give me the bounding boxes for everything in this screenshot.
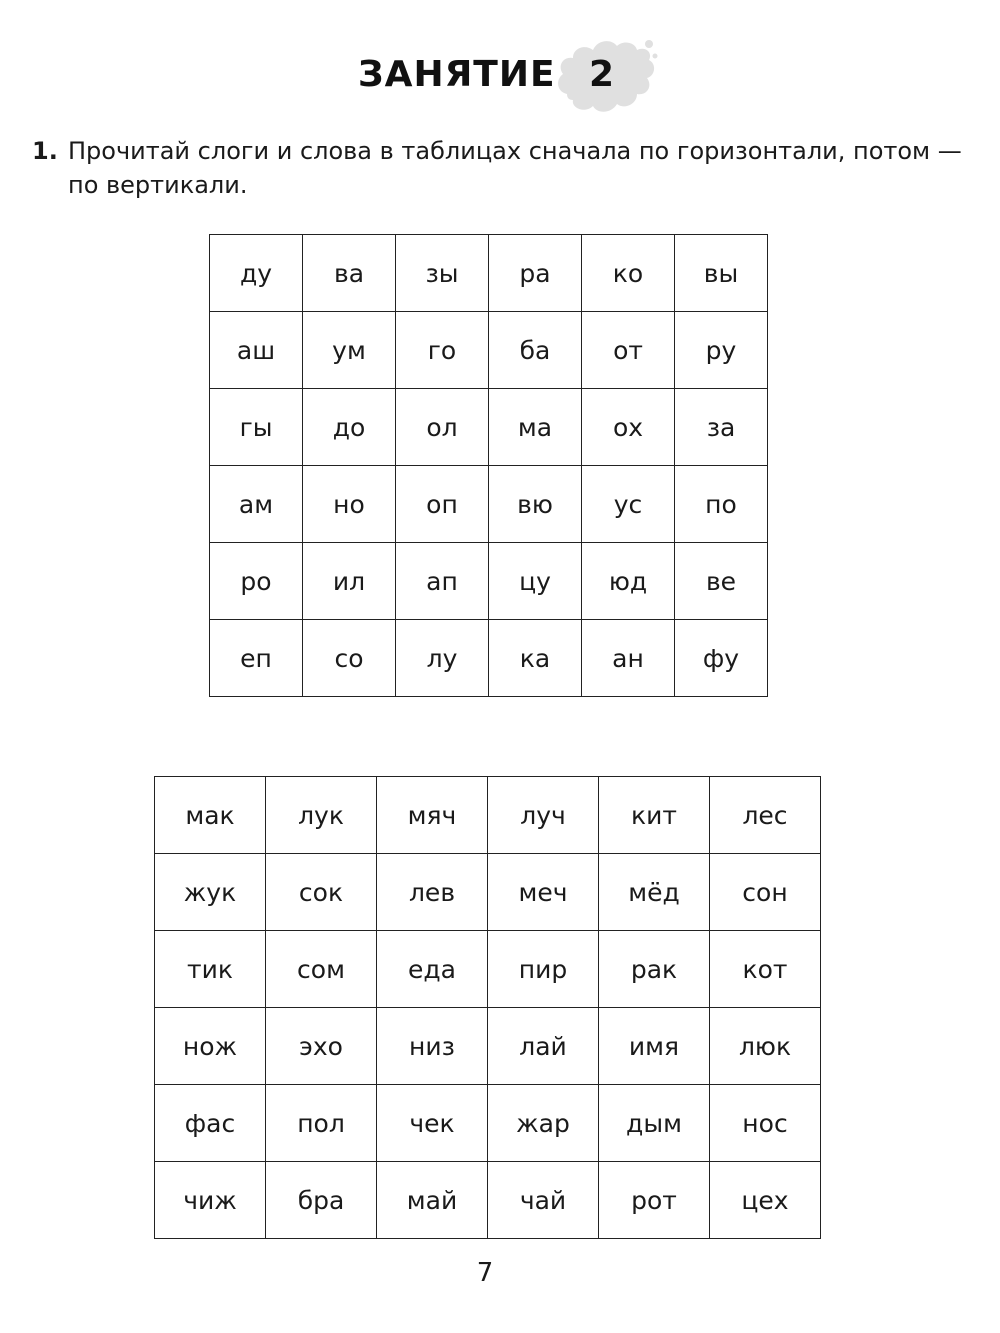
word-cell: мёд (599, 854, 710, 931)
word-row (155, 1162, 821, 1239)
syllable-cell: зы (396, 235, 489, 312)
word-row (155, 931, 821, 1008)
syllable-cell: со (303, 620, 396, 697)
syllable-cell: до (303, 389, 396, 466)
word-row (155, 854, 821, 931)
word-cell: кит (599, 777, 710, 854)
syllable-row (210, 466, 768, 543)
page-number: 7 (476, 1258, 494, 1288)
syllable-cell: ма (489, 389, 582, 466)
word-cell: сон (710, 854, 821, 931)
word-cell: сок (266, 854, 377, 931)
word-cell: лес (710, 777, 821, 854)
word-cell: чек (377, 1085, 488, 1162)
word-cell: низ (377, 1008, 488, 1085)
word-cell: мак (155, 777, 266, 854)
word-cell: лев (377, 854, 488, 931)
syllable-cell: за (675, 389, 768, 466)
word-row (155, 1085, 821, 1162)
syllable-row (210, 235, 768, 312)
syllable-cell: ан (582, 620, 675, 697)
word-table (154, 776, 821, 1239)
syllable-cell: вю (489, 466, 582, 543)
word-row (155, 1008, 821, 1085)
word-cell: рот (599, 1162, 710, 1239)
word-cell: люк (710, 1008, 821, 1085)
word-cell: чиж (155, 1162, 266, 1239)
word-cell: меч (488, 854, 599, 931)
task-instruction: Прочитай слоги и слова в таблицах сначала по горизонтали, потом — по вертикали. (68, 137, 962, 199)
word-cell: цех (710, 1162, 821, 1239)
word-cell: май (377, 1162, 488, 1239)
word-row (155, 777, 821, 854)
syllable-cell: ил (303, 543, 396, 620)
syllable-cell: оп (396, 466, 489, 543)
syllable-cell: ро (210, 543, 303, 620)
syllable-cell: гы (210, 389, 303, 466)
word-cell: мяч (377, 777, 488, 854)
word-cell: лук (266, 777, 377, 854)
syllable-cell: фу (675, 620, 768, 697)
lesson-header (0, 36, 1000, 116)
word-cell: жук (155, 854, 266, 931)
word-cell: сом (266, 931, 377, 1008)
word-cell: тик (155, 931, 266, 1008)
word-cell: пол (266, 1085, 377, 1162)
syllable-cell: ба (489, 312, 582, 389)
syllable-cell: лу (396, 620, 489, 697)
syllable-cell: ру (675, 312, 768, 389)
syllable-row (210, 620, 768, 697)
word-cell: луч (488, 777, 599, 854)
syllable-row (210, 389, 768, 466)
word-cell: жар (488, 1085, 599, 1162)
syllable-cell: ох (582, 389, 675, 466)
word-cell: имя (599, 1008, 710, 1085)
task-number: 1. (32, 137, 58, 165)
word-cell: кот (710, 931, 821, 1008)
syllable-cell: аш (210, 312, 303, 389)
word-cell: чай (488, 1162, 599, 1239)
word-cell: дым (599, 1085, 710, 1162)
syllable-cell: юд (582, 543, 675, 620)
syllable-cell: ус (582, 466, 675, 543)
word-cell: еда (377, 931, 488, 1008)
syllable-cell: го (396, 312, 489, 389)
word-cell: фас (155, 1085, 266, 1162)
syllable-cell: ду (210, 235, 303, 312)
syllable-cell: ра (489, 235, 582, 312)
syllable-cell: ам (210, 466, 303, 543)
word-cell: рак (599, 931, 710, 1008)
lesson-number: 2 (589, 54, 615, 95)
syllable-cell: по (675, 466, 768, 543)
syllable-cell: ум (303, 312, 396, 389)
syllable-row (210, 543, 768, 620)
word-cell: эхо (266, 1008, 377, 1085)
syllable-cell: от (582, 312, 675, 389)
word-cell: нож (155, 1008, 266, 1085)
syllable-cell: ол (396, 389, 489, 466)
syllable-cell: еп (210, 620, 303, 697)
syllable-cell: ко (582, 235, 675, 312)
syllable-cell: ва (303, 235, 396, 312)
syllable-cell: цу (489, 543, 582, 620)
word-cell: лай (488, 1008, 599, 1085)
syllable-table (209, 234, 768, 697)
word-cell: пир (488, 931, 599, 1008)
syllable-row (210, 312, 768, 389)
syllable-cell: но (303, 466, 396, 543)
syllable-cell: ап (396, 543, 489, 620)
syllable-cell: ве (675, 543, 768, 620)
word-cell: бра (266, 1162, 377, 1239)
lesson-title: ЗАНЯТИЕ (358, 54, 556, 95)
syllable-cell: ка (489, 620, 582, 697)
syllable-cell: вы (675, 235, 768, 312)
word-cell: нос (710, 1085, 821, 1162)
